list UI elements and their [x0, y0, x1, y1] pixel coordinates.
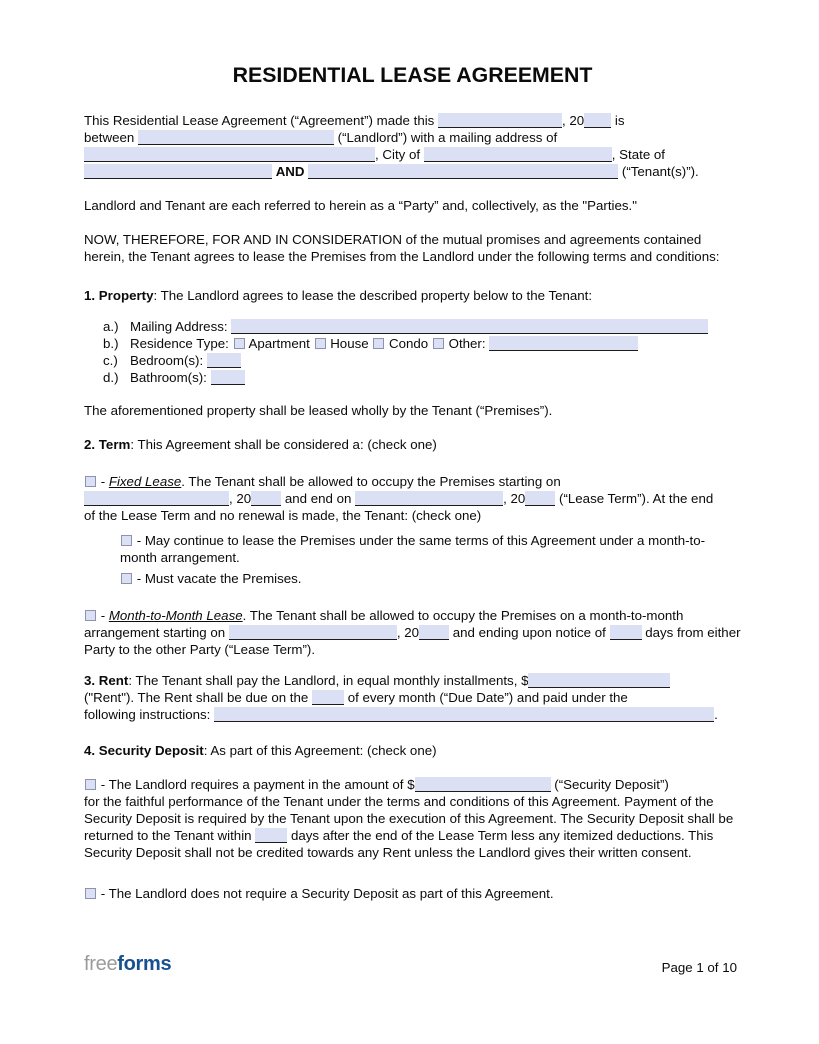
property-item-bedrooms — [84, 352, 741, 369]
house-checkbox[interactable] — [315, 338, 326, 349]
deposit-required-paragraph: - The Landlord requires a payment in the amount of $ (“Security Deposit”) for the faithful performance of the Tenant under the terms and conditions of this Agreement. Payment of the Security Deposit is required by the Tenant upon the execution of this Agreement. The Security Deposit shall be returned to the Tenant within days after the end of the Lease Term less any itemized deductions. This Security Deposit shall not be credited towards any Rent unless the Landlord gives their written consent. — [84, 777, 734, 860]
list-item-body: Residence Type: Apartment House Condo Other: — [130, 335, 741, 352]
deposit-heading: 4. Security Deposit: As part of this Agreement: (check one) — [84, 743, 437, 758]
must-vacate-checkbox[interactable] — [121, 573, 132, 584]
residence-other-field[interactable] — [489, 336, 638, 351]
mtm-start-date-field[interactable] — [229, 625, 397, 640]
bold-run: 2. Term — [84, 437, 131, 452]
freeforms-logo — [84, 952, 171, 976]
page-footer — [84, 952, 737, 976]
deposit-none-paragraph: - The Landlord does not require a Security Deposit as part of this Agreement. — [84, 885, 741, 902]
landlord-name-field[interactable] — [138, 130, 334, 145]
list-item-body: Bedroom(s): — [130, 352, 741, 369]
list-item-body: Mailing Address: — [130, 318, 741, 335]
fixed-lease-option-vacate: - Must vacate the Premises. — [84, 570, 741, 587]
mtm-notice-days-field[interactable] — [610, 625, 642, 640]
rent-amount-field[interactable] — [528, 673, 670, 688]
bold-run: 1. Property — [84, 288, 154, 303]
month-to-month-paragraph: - Month-to-Month Lease. The Tenant shall be allowed to occupy the Premises on a month-to-month arrangement starting on , 20 and ending upon notice of days from either Party to the other Party (“Lease Term”). — [84, 608, 741, 657]
month-to-month-lease-checkbox[interactable] — [85, 610, 96, 621]
property-address-field[interactable] — [231, 319, 708, 334]
deposit-return-days-field[interactable] — [255, 828, 287, 843]
tenant-name-field[interactable] — [308, 164, 618, 179]
property-list — [84, 318, 741, 386]
no-deposit-checkbox[interactable] — [85, 888, 96, 899]
list-item-label: b.) — [103, 336, 119, 351]
term-heading: 2. Term: This Agreement shall be considered a: (check one) — [84, 437, 437, 452]
rent-paragraph: 3. Rent: The Tenant shall pay the Landlord, in equal monthly installments, $ ("Rent"). The Rent shall be due on the of every month (“Due Date”) and paid under the following instructions: . — [84, 673, 718, 722]
rent-due-day-field[interactable] — [312, 690, 344, 705]
landlord-mailing-address-field[interactable] — [84, 147, 375, 162]
day-made-field[interactable] — [438, 113, 562, 128]
italic-underline-run: Month-to-Month Lease — [108, 608, 243, 623]
continue-lease-checkbox[interactable] — [121, 535, 132, 546]
state-field[interactable] — [84, 164, 272, 179]
bold-run: AND — [275, 164, 305, 179]
fixed-start-date-field[interactable] — [84, 491, 229, 506]
bedrooms-field[interactable] — [207, 353, 241, 368]
parties-paragraph: Landlord and Tenant are each referred to herein as a “Party” and, collectively, as the "Parties." — [84, 198, 637, 213]
property-item-mailing-address — [84, 318, 741, 335]
fixed-lease-paragraph: - Fixed Lease. The Tenant shall be allowed to occupy the Premises starting on , 20 and end on , 20 (“Lease Term”). At the end of the Lease Term and no renewal is made, the Tenant: (check one) — [84, 474, 714, 523]
property-heading: 1. Property: The Landlord agrees to lease the described property below to the Tenant: — [84, 288, 593, 303]
list-item-label: a.) — [103, 319, 119, 334]
list-item-label: c.) — [103, 353, 118, 368]
fixed-end-date-field[interactable] — [355, 491, 503, 506]
list-item-label: d.) — [103, 370, 119, 385]
intro-paragraph: This Residential Lease Agreement (“Agreement”) made this , 20 is between (“Landlord”) with a mailing address of , City of , State of AND (“Tenant(s)”). — [84, 113, 699, 179]
fixed-lease-option-continue: - May continue to lease the Premises under the same terms of this Agreement under a month-to-month arrangement. — [120, 533, 706, 565]
bold-run: 4. Security Deposit — [84, 743, 204, 758]
page-number: Page 1 of 10 — [661, 960, 737, 975]
logo-free-text: free — [84, 953, 118, 975]
city-field[interactable] — [424, 147, 612, 162]
property-item-residence-type — [84, 335, 741, 352]
year-made-field[interactable] — [584, 113, 611, 128]
bathrooms-field[interactable] — [211, 370, 245, 385]
apartment-checkbox[interactable] — [234, 338, 245, 349]
deposit-amount-field[interactable] — [415, 777, 551, 792]
mtm-start-year-field[interactable] — [419, 625, 449, 640]
payment-instructions-field[interactable] — [214, 707, 714, 722]
deposit-required-checkbox[interactable] — [85, 779, 96, 790]
other-checkbox[interactable] — [433, 338, 444, 349]
property-item-bathrooms — [84, 369, 741, 386]
italic-underline-run: Fixed Lease — [108, 474, 182, 489]
consideration-paragraph: NOW, THEREFORE, FOR AND IN CONSIDERATION of the mutual promises and agreements contained herein, the Tenant agrees to lease the Premises from the Landlord under the following terms and conditions: — [84, 232, 720, 264]
bold-run: 3. Rent — [84, 673, 129, 688]
document-title: RESIDENTIAL LEASE AGREEMENT — [232, 63, 593, 87]
fixed-lease-checkbox[interactable] — [85, 476, 96, 487]
fixed-end-year-field[interactable] — [525, 491, 555, 506]
fixed-start-year-field[interactable] — [251, 491, 281, 506]
logo-forms-text: forms — [117, 953, 172, 975]
premises-paragraph: The aforementioned property shall be leased wholly by the Tenant (“Premises”). — [84, 403, 553, 418]
condo-checkbox[interactable] — [373, 338, 384, 349]
list-item-body: Bathroom(s): — [130, 369, 741, 386]
